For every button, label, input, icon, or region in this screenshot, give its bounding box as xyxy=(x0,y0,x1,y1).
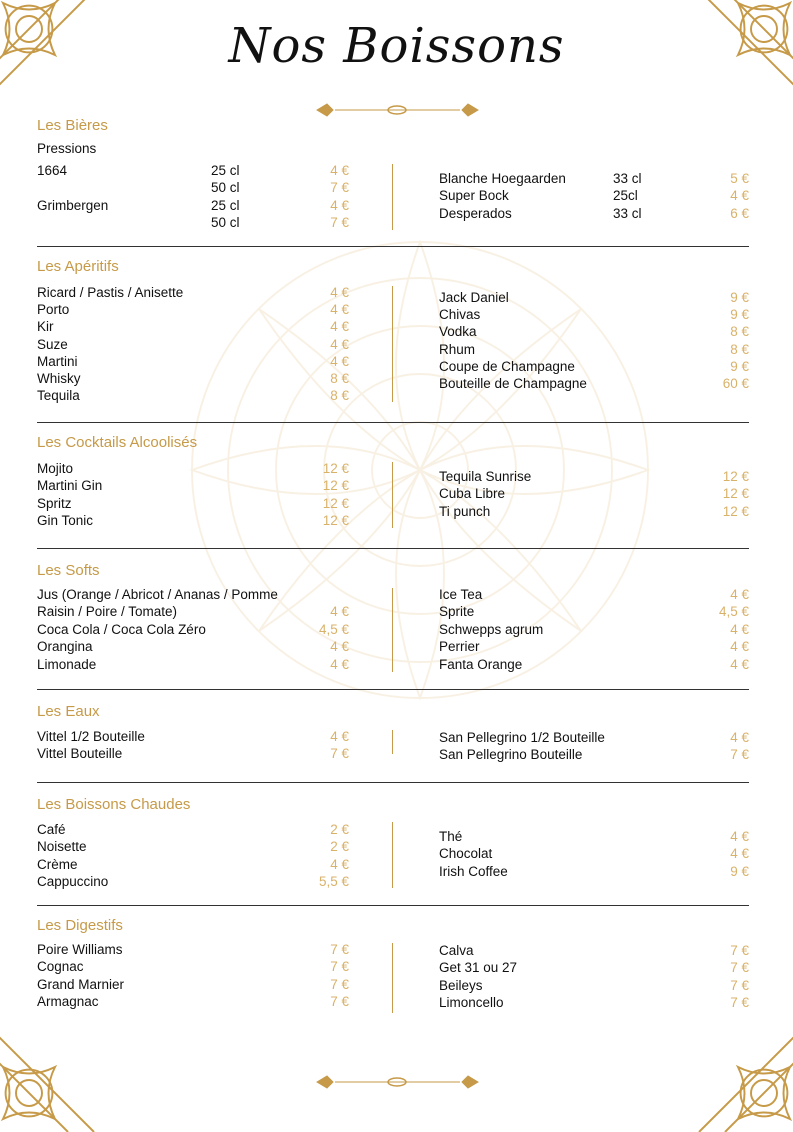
menu-item-name: Chivas xyxy=(439,307,481,323)
menu-item-name: Get 31 ou 27 xyxy=(439,960,518,976)
menu-item-name: Whisky xyxy=(37,371,81,386)
menu-item-price: 8 € xyxy=(730,341,749,357)
menu-item-name: Mojito xyxy=(37,461,74,476)
menu-item-name: Bouteille de Champagne xyxy=(439,376,587,391)
section-subtitle: Pressions xyxy=(37,141,97,156)
menu-item-name: Gin Tonic xyxy=(37,512,94,528)
menu-item-price: 12 € xyxy=(722,503,749,519)
menu-item-price: 4 € xyxy=(330,302,349,318)
menu-item-size: 50 cl xyxy=(211,214,240,230)
menu-item-size: 33 cl xyxy=(613,171,642,186)
menu-item-price: 12 € xyxy=(322,512,349,528)
menu-item-price: 4 € xyxy=(330,163,349,178)
menu-item-name: Fanta Orange xyxy=(439,656,523,672)
menu-item-price: 4 € xyxy=(730,829,749,844)
menu-item-name: Jack Daniel xyxy=(439,290,509,305)
divider xyxy=(37,422,749,423)
menu-item-name: Super Bock xyxy=(439,188,509,204)
menu-item-name: Armagnac xyxy=(37,994,99,1010)
menu-item-name: Ice Tea xyxy=(439,587,483,602)
menu-item-name: Spritz xyxy=(37,495,72,511)
menu-item-name: Limoncello xyxy=(439,995,504,1011)
menu-item-name: Vodka xyxy=(439,324,477,340)
menu-item-price: 60 € xyxy=(722,376,749,391)
menu-item-name: 1664 xyxy=(37,163,68,178)
menu-item-price: 4 € xyxy=(330,353,349,369)
menu-item-price: 7 € xyxy=(330,942,349,957)
column-divider xyxy=(392,943,393,1013)
menu-item-price: 6 € xyxy=(730,205,749,221)
menu-item-price: 7 € xyxy=(730,960,749,976)
corner-ornament-icon xyxy=(0,1002,120,1132)
divider-ornament-icon xyxy=(315,1073,480,1091)
menu-item-name: Ti punch xyxy=(439,503,491,519)
menu-item-name: Thé xyxy=(439,829,463,844)
menu-item-name: Perrier xyxy=(439,639,480,655)
menu-item-name: Cappuccino xyxy=(37,874,109,890)
menu-item-price: 5,5 € xyxy=(318,874,349,890)
menu-item-price: 8 € xyxy=(330,388,349,404)
menu-item-name: Grimbergen xyxy=(37,197,109,213)
menu-item-price: 4 € xyxy=(330,639,349,655)
menu-item-price: 2 € xyxy=(330,822,349,837)
menu-item-price: 4,5 € xyxy=(718,604,749,620)
menu-item-name: Desperados xyxy=(439,205,512,221)
menu-item-price: 2 € xyxy=(330,839,349,855)
menu-item-price: 9 € xyxy=(730,358,749,374)
menu-item-name: Ricard / Pastis / Anisette xyxy=(37,285,184,300)
menu-item-name: Suze xyxy=(37,336,68,352)
menu-item-name: Orangina xyxy=(37,639,93,655)
menu-item-price: 8 € xyxy=(330,371,349,386)
section-title: Les Cocktails Alcoolisés xyxy=(37,434,198,451)
menu-item-price: 4 € xyxy=(330,656,349,672)
column-divider xyxy=(392,588,393,672)
menu-item-name: Crème xyxy=(37,856,78,872)
menu-item-price: 9 € xyxy=(730,290,749,305)
menu-item-price: 4 € xyxy=(330,319,349,335)
menu-item-price: 4 € xyxy=(730,188,749,204)
menu-item-name: Tequila xyxy=(37,388,80,404)
menu-item-name: San Pellegrino 1/2 Bouteille xyxy=(439,730,605,745)
menu-item-name: Martini xyxy=(37,353,78,369)
menu-item-name: Tequila Sunrise xyxy=(439,469,532,484)
menu-item-name: Limonade xyxy=(37,656,97,672)
menu-item-name: Chocolat xyxy=(439,846,493,862)
menu-item-price: 4 € xyxy=(330,285,349,300)
menu-item-price: 4 € xyxy=(730,730,749,745)
menu-item-size: 25cl xyxy=(613,188,638,204)
column-divider xyxy=(392,730,393,754)
menu-item-name: Raisin / Poire / Tomate) xyxy=(37,604,178,620)
menu-item-price: 12 € xyxy=(722,486,749,502)
section-title: Les Eaux xyxy=(37,703,100,720)
menu-item-price: 4 € xyxy=(330,856,349,872)
menu-item-price: 4 € xyxy=(330,197,349,213)
menu-item-price: 7 € xyxy=(730,977,749,993)
column-divider xyxy=(392,286,393,402)
section-title: Les Digestifs xyxy=(37,917,123,934)
menu-item-price: 7 € xyxy=(330,959,349,975)
menu-item-name: Martini Gin xyxy=(37,478,103,494)
menu-item-size: 25 cl xyxy=(211,197,240,213)
divider xyxy=(37,905,749,906)
menu-item-price: 8 € xyxy=(730,324,749,340)
menu-item-price: 4 € xyxy=(330,729,349,744)
section-title: Les Boissons Chaudes xyxy=(37,796,191,813)
menu-item-name: San Pellegrino Bouteille xyxy=(439,747,583,763)
menu-item-size: 50 cl xyxy=(211,180,240,196)
menu-item-name: Irish Coffee xyxy=(439,863,508,879)
menu-item-name: Jus (Orange / Abricot / Ananas / Pomme xyxy=(37,587,278,602)
column-divider xyxy=(392,822,393,888)
column-divider xyxy=(392,462,393,528)
menu-item-price: 7 € xyxy=(330,976,349,992)
menu-item-price: 12 € xyxy=(722,469,749,484)
menu-item-name: Vittel Bouteille xyxy=(37,746,123,762)
menu-item-price: 5 € xyxy=(730,171,749,186)
section-title: Les Bières xyxy=(37,117,108,134)
divider xyxy=(37,548,749,549)
column-divider xyxy=(392,164,393,230)
menu-item-price: 9 € xyxy=(730,307,749,323)
menu-item-price: 7 € xyxy=(330,214,349,230)
menu-item-price: 4 € xyxy=(730,846,749,862)
menu-item-name: Calva xyxy=(439,943,474,958)
menu-item-name: Café xyxy=(37,822,66,837)
corner-ornament-icon xyxy=(673,1002,793,1132)
menu-item-price: 4 € xyxy=(730,587,749,602)
menu-item-price: 12 € xyxy=(322,461,349,476)
menu-item-name: Vittel 1/2 Bouteille xyxy=(37,729,145,744)
divider xyxy=(37,782,749,783)
menu-item-size: 25 cl xyxy=(211,163,240,178)
menu-item-name: Poire Williams xyxy=(37,942,123,957)
menu-item-price: 7 € xyxy=(730,943,749,958)
divider xyxy=(37,689,749,690)
menu-item-price: 12 € xyxy=(322,495,349,511)
menu-item-name: Kir xyxy=(37,319,54,335)
menu-item-price: 4 € xyxy=(330,604,349,620)
menu-item-name: Rhum xyxy=(439,341,476,357)
menu-item-price: 7 € xyxy=(330,180,349,196)
section-title: Les Softs xyxy=(37,562,100,579)
menu-item-price: 4,5 € xyxy=(318,621,349,637)
menu-item-price: 4 € xyxy=(730,656,749,672)
page-title: Nos Boissons xyxy=(228,18,565,74)
menu-item-name: Sprite xyxy=(439,604,475,620)
menu-item-price: 7 € xyxy=(330,994,349,1010)
menu-item-price: 4 € xyxy=(730,639,749,655)
menu-item-name: Grand Marnier xyxy=(37,976,125,992)
menu-item-price: 4 € xyxy=(330,336,349,352)
menu-item-name: Porto xyxy=(37,302,70,318)
menu-item-price: 12 € xyxy=(322,478,349,494)
menu-item-price: 7 € xyxy=(330,746,349,762)
menu-item-price: 7 € xyxy=(730,747,749,763)
menu-item-name: Cuba Libre xyxy=(439,486,506,502)
menu-item-name: Cognac xyxy=(37,959,84,975)
menu-item-name: Schwepps agrum xyxy=(439,621,544,637)
menu-item-name: Beileys xyxy=(439,977,483,993)
menu-item-price: 9 € xyxy=(730,863,749,879)
menu-item-name: Coca Cola / Coca Cola Zéro xyxy=(37,621,206,637)
menu-item-name: Blanche Hoegaarden xyxy=(439,171,566,186)
menu-item-name: Noisette xyxy=(37,839,87,855)
menu-item-size: 33 cl xyxy=(613,205,642,221)
divider-ornament-icon xyxy=(315,101,480,119)
section-title: Les Apéritifs xyxy=(37,258,119,275)
mandala-watermark xyxy=(180,230,660,710)
menu-item-price: 7 € xyxy=(730,995,749,1011)
menu-item-price: 4 € xyxy=(730,621,749,637)
divider xyxy=(37,246,749,247)
menu-item-name: Coupe de Champagne xyxy=(439,358,575,374)
